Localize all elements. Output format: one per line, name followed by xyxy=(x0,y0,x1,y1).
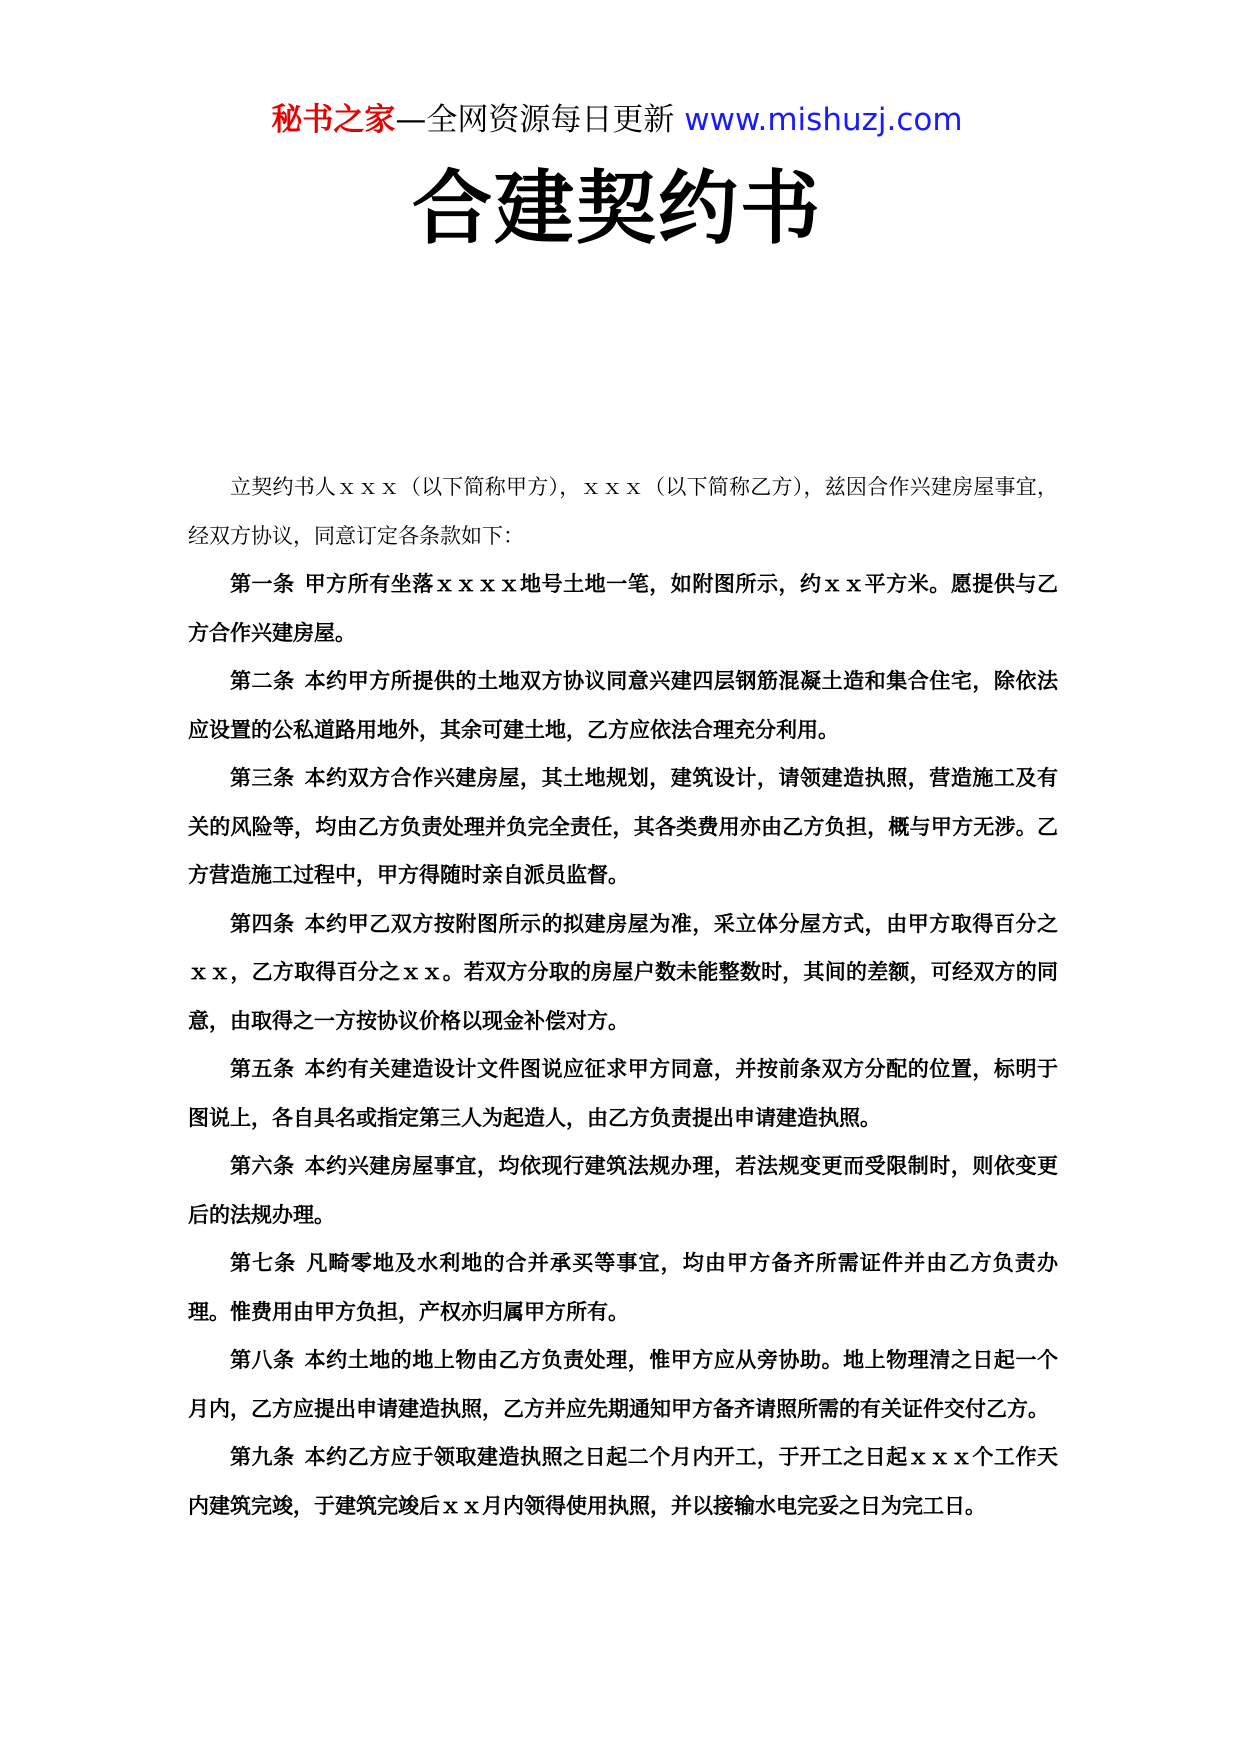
clause-1 xyxy=(188,560,1058,657)
clause-head: 第四条 xyxy=(230,910,295,936)
clause-head: 第六条 xyxy=(230,1153,295,1178)
document-body xyxy=(188,463,1058,1530)
clause-text: 本约双方合作兴建房屋，其土地规划，建筑设计，请领建造执照，营造施工及有关的风险等，均由乙方负责处理并负完全责任，其各类费用亦由乙方负担，概与甲方无涉。乙方营造施工过程中，甲方得随时亲自派员监督。 xyxy=(188,765,1059,887)
clause-text: 本约乙方应于领取建造执照之日起二个月内开工，于开工之日起ｘｘｘ个工作天内建筑完竣，于建筑完竣后ｘｘ月内领得使用执照，并以接输水电完妥之日为完工日。 xyxy=(188,1444,1059,1518)
clause-text: 甲方所有坐落ｘｘｘｘ地号土地一笔，如附图所示，约ｘｘ平方米。愿提供与乙方合作兴建房屋。 xyxy=(188,571,1059,645)
clause-6 xyxy=(188,1142,1058,1239)
banner-brand: 秘书之家 xyxy=(271,102,396,138)
clause-text: 本约有关建造设计文件图说应征求甲方同意，并按前条双方分配的位置，标明于图说上，各自具名或指定第三人为起造人，由乙方负责提出申请建造执照。 xyxy=(188,1056,1059,1130)
clause-head: 第三条 xyxy=(230,765,295,790)
clause-8 xyxy=(188,1336,1058,1433)
banner-url-link[interactable]: www.mishuzj.com xyxy=(684,102,963,138)
clause-5 xyxy=(188,1045,1058,1142)
clause-9 xyxy=(188,1433,1058,1530)
clause-2 xyxy=(188,657,1058,754)
clause-head: 第五条 xyxy=(230,1056,295,1081)
clause-head: 第二条 xyxy=(230,668,295,693)
clause-head: 第一条 xyxy=(230,571,295,596)
clause-head: 第七条 xyxy=(230,1250,297,1275)
clause-7 xyxy=(188,1239,1058,1336)
clause-text: 本约甲乙双方按附图所示的拟建房屋为准，采立体分屋方式，由甲方取得百分之ｘｘ，乙方取得百分之ｘｘ。若双方分取的房屋户数未能整数时，其间的差额，可经双方的同意，由取得之一方按协议价格以现金补偿对方。 xyxy=(188,910,1059,1033)
document-title: 合建契约书 xyxy=(412,161,822,255)
clause-4 xyxy=(188,900,1058,1046)
intro-paragraph: 立契约书人ｘｘｘ（以下简称甲方），ｘｘｘ（以下简称乙方），兹因合作兴建房屋事宜，经双方协议，同意订定各条款如下： xyxy=(188,475,1058,548)
banner-tagline: —全网资源每日更新 xyxy=(395,102,675,138)
clause-head: 第八条 xyxy=(230,1347,295,1372)
site-banner xyxy=(0,100,1234,140)
clause-text: 本约甲方所提供的土地双方协议同意兴建四层钢筋混凝土造和集合住宅，除依法应设置的公私道路用地外，其余可建土地，乙方应依法合理充分利用。 xyxy=(188,668,1059,742)
clause-text: 本约兴建房屋事宜，均依现行建筑法规办理，若法规变更而受限制时，则依变更后的法规办理。 xyxy=(188,1153,1059,1227)
clause-head: 第九条 xyxy=(230,1444,295,1469)
clause-3 xyxy=(188,754,1058,900)
clause-text: 本约土地的地上物由乙方负责处理，惟甲方应从旁协助。地上物理清之日起一个月内，乙方应提出申请建造执照，乙方并应先期通知甲方备齐请照所需的有关证件交付乙方。 xyxy=(188,1347,1059,1421)
clause-text: 凡畸零地及水利地的合并承买等事宜，均由甲方备齐所需证件并由乙方负责办理。惟费用由甲方负担，产权亦归属甲方所有。 xyxy=(188,1250,1059,1324)
